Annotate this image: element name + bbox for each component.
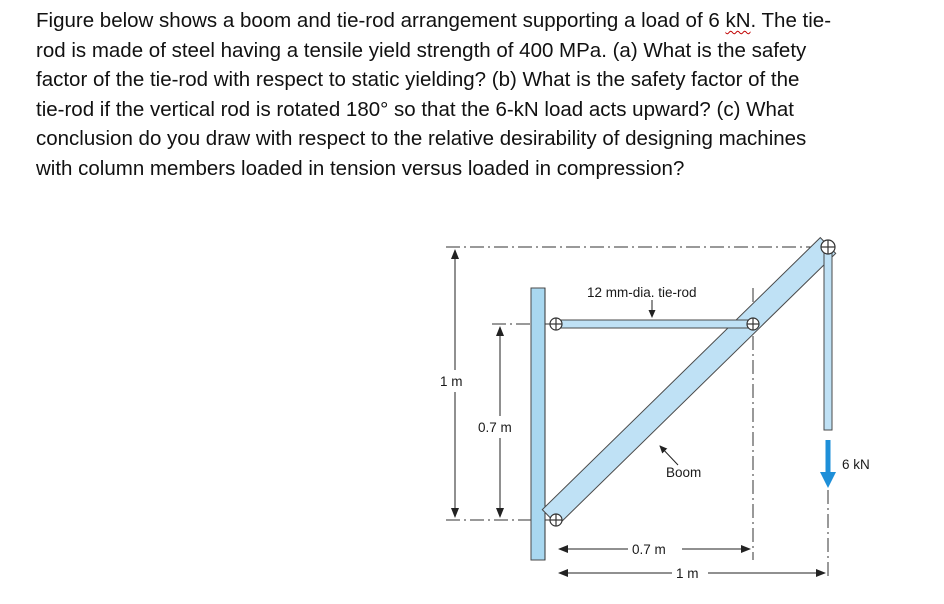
- spellcheck-underlined-unit: kN: [725, 9, 751, 32]
- width-tie-label: 0.7 m: [632, 542, 666, 557]
- height-total-label: 1 m: [440, 374, 463, 389]
- boom-member: [542, 238, 835, 526]
- pin-boom-tip: [821, 240, 835, 254]
- problem-line-2: rod is made of steel having a tensile yield strength of 400 MPa. (a) What is the safety: [36, 38, 807, 62]
- problem-line-5: conclusion do you draw with respect to the relative desirability of designing machines: [36, 127, 807, 150]
- problem-line-4: tie-rod if the vertical rod is rotated 180° so that the 6-kN load acts upward? (c) What: [36, 97, 794, 121]
- width-total-label: 1 m: [676, 566, 699, 581]
- load-arrow: [820, 440, 836, 488]
- vertical-load-rod: [824, 247, 832, 430]
- tie-rod-member: [556, 320, 753, 328]
- problem-line-1-end: . The tie-: [750, 9, 832, 32]
- problem-line-1-start: Figure below shows a boom and tie-rod arrangement supporting a load of 6: [36, 9, 726, 32]
- wall-support: [531, 288, 545, 560]
- problem-line-6: with column members loaded in tension versus loaded in compression?: [36, 156, 685, 180]
- boom-label: Boom: [666, 465, 702, 480]
- pin-wall-top: [550, 318, 562, 330]
- pin-boom-base: [550, 514, 562, 526]
- tie-rod-label: 12 mm-dia. tie-rod: [587, 285, 697, 300]
- load-label: 6 kN: [842, 457, 870, 472]
- pin-boom-tie: [747, 318, 759, 330]
- problem-line-3: factor of the tie-rod with respect to static yielding? (b) What is the safety factor of the: [36, 68, 800, 91]
- height-tie-label: 0.7 m: [478, 420, 512, 435]
